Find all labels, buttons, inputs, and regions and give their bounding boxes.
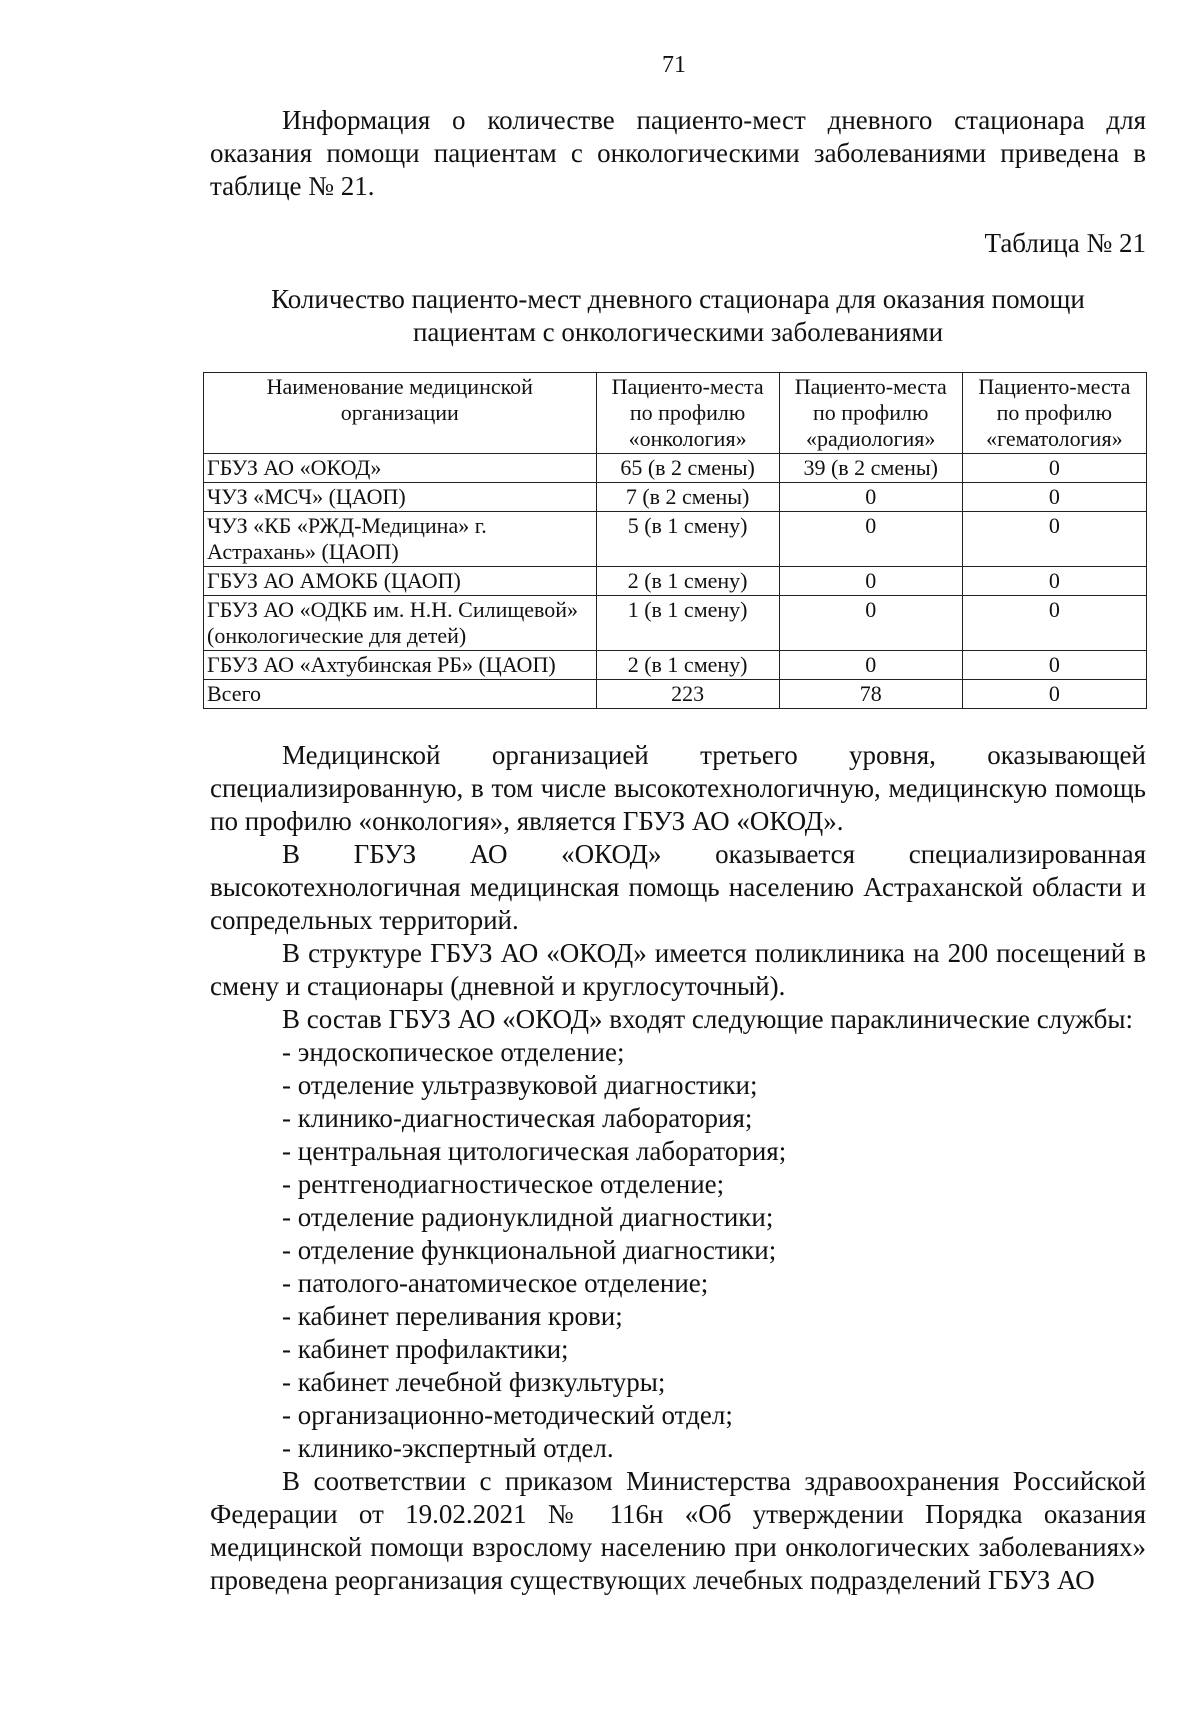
cell-hematology: 0 (962, 567, 1146, 596)
cell-oncology: 2 (в 1 смену) (596, 567, 779, 596)
cell-radiology: 0 (779, 567, 962, 596)
intro-text: Информация о количестве пациенто-мест дневного стационара для оказания помощи пациентам с онкологическими заболеваниями приведена в таблице № 21. (210, 105, 1146, 201)
paragraph-high-tech-care: В ГБУЗ АО «ОКОД» оказывается специализированная высокотехнологичная медицинская помощь населению Астраханской области и сопредельных территорий. (210, 839, 1146, 935)
cell-hematology: 0 (962, 651, 1146, 680)
list-item: - клинико-экспертный отдел. (282, 1433, 614, 1463)
table-row (204, 483, 1147, 512)
list-item: - центральная цитологическая лаборатория; (282, 1136, 787, 1166)
cell-oncology: 5 (в 1 смену) (596, 512, 779, 567)
table-row (204, 567, 1147, 596)
cell-oncology: 65 (в 2 смены) (596, 454, 779, 483)
cell-total-radiology: 78 (779, 680, 962, 709)
intro-paragraph (210, 104, 1146, 203)
paragraph-reorganization: В соответствии с приказом Министерства здравоохранения Российской Федерации от 19.02.2021 № 116н «Об утверждении Порядка оказания медицинской помощи взрослому населению при онкологических заболеваниях» проведена реорганизация существующих лечебных подразделений ГБУЗ АО (210, 1466, 1146, 1595)
cell-organization: ГБУЗ АО «ОДКБ им. Н.Н. Силищевой» (онкологические для детей) (204, 596, 597, 651)
header-radiology: Пациенто-места по профилю «радиология» (779, 373, 962, 454)
paragraph-third-level: Медицинской организацией третьего уровня, оказывающей специализированную, в том числе высокотехнологичную, медицинскую помощь по профилю «онкология», является ГБУЗ АО «ОКОД». (210, 740, 1146, 836)
table-row (204, 596, 1147, 651)
list-item: - отделение радионуклидной диагностики; (282, 1202, 774, 1232)
cell-hematology: 0 (962, 596, 1146, 651)
patient-places-table (203, 372, 1147, 709)
cell-total-hematology: 0 (962, 680, 1146, 709)
cell-organization: ЧУЗ «МСЧ» (ЦАОП) (204, 483, 597, 512)
table-label: Таблица № 21 (984, 228, 1146, 258)
list-item: - клинико-диагностическая лаборатория; (282, 1103, 753, 1133)
header-hematology: Пациенто-места по профилю «гематология» (962, 373, 1146, 454)
cell-radiology: 0 (779, 512, 962, 567)
list-item: - кабинет лечебной физкультуры; (282, 1367, 666, 1397)
table-total-row (204, 680, 1147, 709)
list-item: - организационно-методический отдел; (282, 1400, 733, 1430)
list-item: - патолого-анатомическое отделение; (282, 1268, 709, 1298)
table-row (204, 512, 1147, 567)
table-row (204, 651, 1147, 680)
cell-oncology: 1 (в 1 смену) (596, 596, 779, 651)
table-header-row (204, 373, 1147, 454)
table-title-line-1: Количество пациенто-мест дневного стационара для оказания помощи (271, 284, 1085, 314)
cell-radiology: 0 (779, 483, 962, 512)
cell-radiology: 0 (779, 651, 962, 680)
cell-radiology: 0 (779, 596, 962, 651)
cell-organization: ГБУЗ АО АМОКБ (ЦАОП) (204, 567, 597, 596)
cell-oncology: 2 (в 1 смену) (596, 651, 779, 680)
paragraph-services-intro: В состав ГБУЗ АО «ОКОД» входят следующие параклинические службы: (282, 1004, 1134, 1034)
cell-organization: ЧУЗ «КБ «РЖД-Медицина» г. Астрахань» (ЦАОП) (204, 512, 597, 567)
paragraph-structure: В структуре ГБУЗ АО «ОКОД» имеется поликлиника на 200 посещений в смену и стационары (дневной и круглосуточный). (210, 938, 1146, 1001)
header-organization: Наименование медицинской организации (204, 373, 597, 454)
cell-organization: ГБУЗ АО «Ахтубинская РБ» (ЦАОП) (204, 651, 597, 680)
list-item: - эндоскопическое отделение; (282, 1037, 625, 1067)
table-title-line-2: пациентам с онкологическими заболеваниями (412, 317, 944, 347)
cell-oncology: 7 (в 2 смены) (596, 483, 779, 512)
cell-total-label: Всего (204, 680, 597, 709)
page-number: 71 (662, 52, 686, 78)
services-list (210, 1036, 1146, 1465)
table-row (204, 454, 1147, 483)
list-item: - отделение ультразвуковой диагностики; (282, 1070, 758, 1100)
cell-hematology: 0 (962, 512, 1146, 567)
list-item: - кабинет профилактики; (282, 1334, 569, 1364)
cell-hematology: 0 (962, 483, 1146, 512)
cell-total-oncology: 223 (596, 680, 779, 709)
table-title (210, 283, 1146, 349)
list-item: - рентгенодиагностическое отделение; (282, 1169, 725, 1199)
cell-organization: ГБУЗ АО «ОКОД» (204, 454, 597, 483)
body-text (210, 739, 1146, 1597)
cell-hematology: 0 (962, 454, 1146, 483)
list-item: - отделение функциональной диагностики; (282, 1235, 777, 1265)
list-item: - кабинет переливания крови; (282, 1301, 623, 1331)
cell-radiology: 39 (в 2 смены) (779, 454, 962, 483)
header-oncology: Пациенто-места по профилю «онкология» (596, 373, 779, 454)
